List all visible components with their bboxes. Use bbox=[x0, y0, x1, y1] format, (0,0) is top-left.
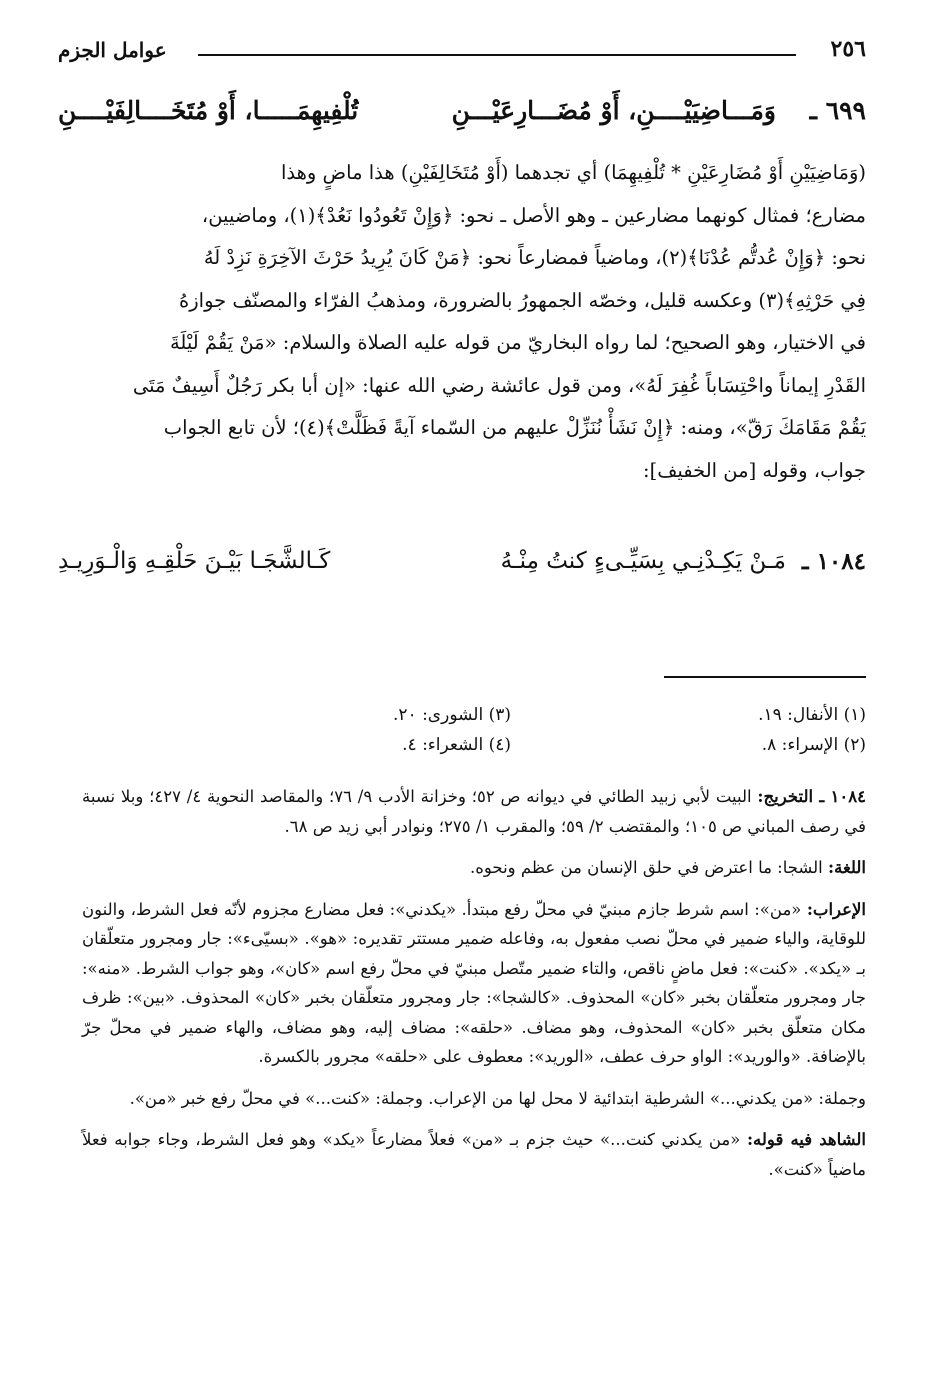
commentary-text bbox=[60, 152, 866, 492]
shahid-label: الشاهد فيه قوله: bbox=[746, 1130, 866, 1149]
footnote-1: (١) الأنفال: ١٩. bbox=[758, 705, 866, 725]
commentary-line: مضارع؛ فمثال كونهما مضارعين ـ وهو الأصل ـ نحو: ﴿وَإِنْ تَعُودُوا نَعُدْ﴾(١)، وماضيين، bbox=[201, 203, 866, 227]
footnote-4: (٤) الشعراء: ٤. bbox=[402, 735, 511, 755]
commentary-line: (وَمَاضِيَيْنِ أَوْ مُضَارِعَيْنِ * تُلْفِيهِمَا) أي تجدهما (أَوْ مُتَخَالِفَيْنِ) هذا ماضٍ وهذا bbox=[281, 161, 866, 184]
commentary-line: نحو: ﴿وَإِنْ عُدتُّم عُدْنَا﴾(٢)، وماضياً فمضارعاً نحو: ﴿مَنْ كَانَ يُرِيدُ حَرْثَ الآخِرَةِ نَزِدْ لَهُ bbox=[203, 246, 866, 269]
shahid-note bbox=[82, 1125, 866, 1184]
alfiyya-verse bbox=[58, 96, 866, 136]
jumla-note bbox=[82, 1084, 866, 1114]
running-title: عوامل الجزم bbox=[58, 38, 167, 62]
verse-number: ١٠٨٤ ـ bbox=[801, 548, 866, 575]
lugha-note bbox=[82, 853, 866, 883]
header-rule bbox=[198, 54, 796, 56]
shahid-text: «من يكدني كنت...» حيث جزم بـ «من» فعلاً مضارعاً «يكد» وهو فعل الشرط، وجاء جوابه فعلاً ماضياً «كنت». bbox=[82, 1130, 866, 1179]
verse-first-hemistich: وَمَـــاضِيَيْــــنِ، أَوْ مُضَـــارِعَيْـــنِ bbox=[451, 96, 776, 125]
lugha-text: الشجا: ما اعترض في حلق الإنسان من عظم ونحوه. bbox=[470, 858, 823, 877]
takhrij-text: البيت لأبي زبيد الطائي في ديوانه ص ٥٢؛ وخزانة الأدب ٩/ ٧٦؛ والمقاصد النحوية ٤/ ٤٢٧؛ وبلا نسبة في رصف المباني ص ١٠٥؛ والمقتضب ٢/ ٥٩؛ والمقرب ١/ ٢٧٥؛ ونوادر أبي زيد ص ٦٨. bbox=[82, 787, 866, 836]
footnote-2: (٢) الإسراء: ٨. bbox=[761, 735, 866, 755]
irab-note bbox=[82, 895, 866, 1072]
poetry-verse bbox=[58, 548, 866, 588]
footnote-3: (٣) الشورى: ٢٠. bbox=[393, 705, 511, 725]
takhrij-note bbox=[82, 782, 866, 841]
jumla-text: وجملة: «من يكدني...» الشرطية ابتدائية لا محل لها من الإعراب. وجملة: «كنت...» في محلّ رفع خبر «من». bbox=[129, 1088, 866, 1108]
irab-text: «من»: اسم شرط جازم مبنيّ في محلّ رفع مبتدأ. «يكدني»: فعل مضارع مجزوم لأنّه فعل الشرط، والنون للوقاية، والياء ضمير في محلّ نصب مفعول به، وفاعله ضمير مستتر تقديره: «هو». «بسيّىء»: جار ومجرور متعلّقان بـ «يكد». «كنت»: فعل ماضٍ ناقص، والتاء ضمير متّصل مبنيّ في محلّ رفع اسم «كان»، وهو جواب الشرط. «منه»: جار ومجرور متعلّقان بخبر «كان» المحذوف. «كالشجا»: جار ومجرور متعلّقان بخبر «كان» المحذوف. «بين»: ظرف مكان متعلّق بخبر «كان» المحذوف، وهو مضاف. «حلقه»: مضاف إليه، وهو مضاف، والهاء ضمير في محلّ جرّ بالإضافة. «والوريد»: الواو حرف عطف، «الوريد»: معطوف على «حلقه» مجرور بالكسرة. bbox=[82, 899, 866, 1066]
takhrij-label: ١٠٨٤ ـ التخريج: bbox=[757, 787, 866, 806]
verse-second-hemistich: كَـالشَّجَـا بَيْـنَ حَلْقِـهِ وَالْـوَرِيـدِ bbox=[58, 548, 331, 574]
page-header bbox=[58, 36, 866, 72]
verse-number: ٦٩٩ ـ bbox=[809, 96, 866, 125]
commentary-line: فِي حَرْثِهِ﴾(٣) وعكسه قليل، وخصّه الجمهورُ بالضرورة، ومذهبُ الفرّاء والمصنّف جوازهُ bbox=[179, 288, 866, 312]
verse-notes bbox=[82, 782, 866, 1196]
commentary-line: في الاختيار، وهو الصحيح؛ لما رواه البخاريّ من قوله عليه الصلاة والسلام: «مَنْ يَقُمْ لَيْلَةَ bbox=[169, 331, 866, 354]
verse-first-hemistich: مَـنْ يَكِـدْنِـي بِسَيِّـىءٍ كنتُ مِنْـهُ bbox=[500, 548, 786, 574]
commentary-line: جواب، وقوله [من الخفيف]: bbox=[643, 458, 866, 482]
footnote-divider bbox=[664, 676, 866, 678]
lugha-label: اللغة: bbox=[828, 858, 866, 877]
commentary-line: القَدْرِ إيماناً واحْتِسَاباً غُفِرَ لَهُ»، ومن قول عائشة رضي الله عنها: «إن أبا بكر رَجُلٌ أَسِيفٌ مَتَى bbox=[132, 373, 866, 397]
verse-second-hemistich: تُلْفِيهِمَـــــا، أَوْ مُتَخَــــالِفَيْــــنِ bbox=[58, 96, 359, 125]
page-number: ٢٥٦ bbox=[830, 36, 866, 62]
irab-label: الإعراب: bbox=[806, 899, 866, 919]
commentary-line: يَقُمْ مَقَامَكَ رَقّ»، ومنه: ﴿إِنْ نَشَأْ نُنَزِّلْ عليهم من السّماء آيةً فَظَلَّتْ﴾(٤)؛ لأن تابع الجواب bbox=[163, 416, 866, 439]
